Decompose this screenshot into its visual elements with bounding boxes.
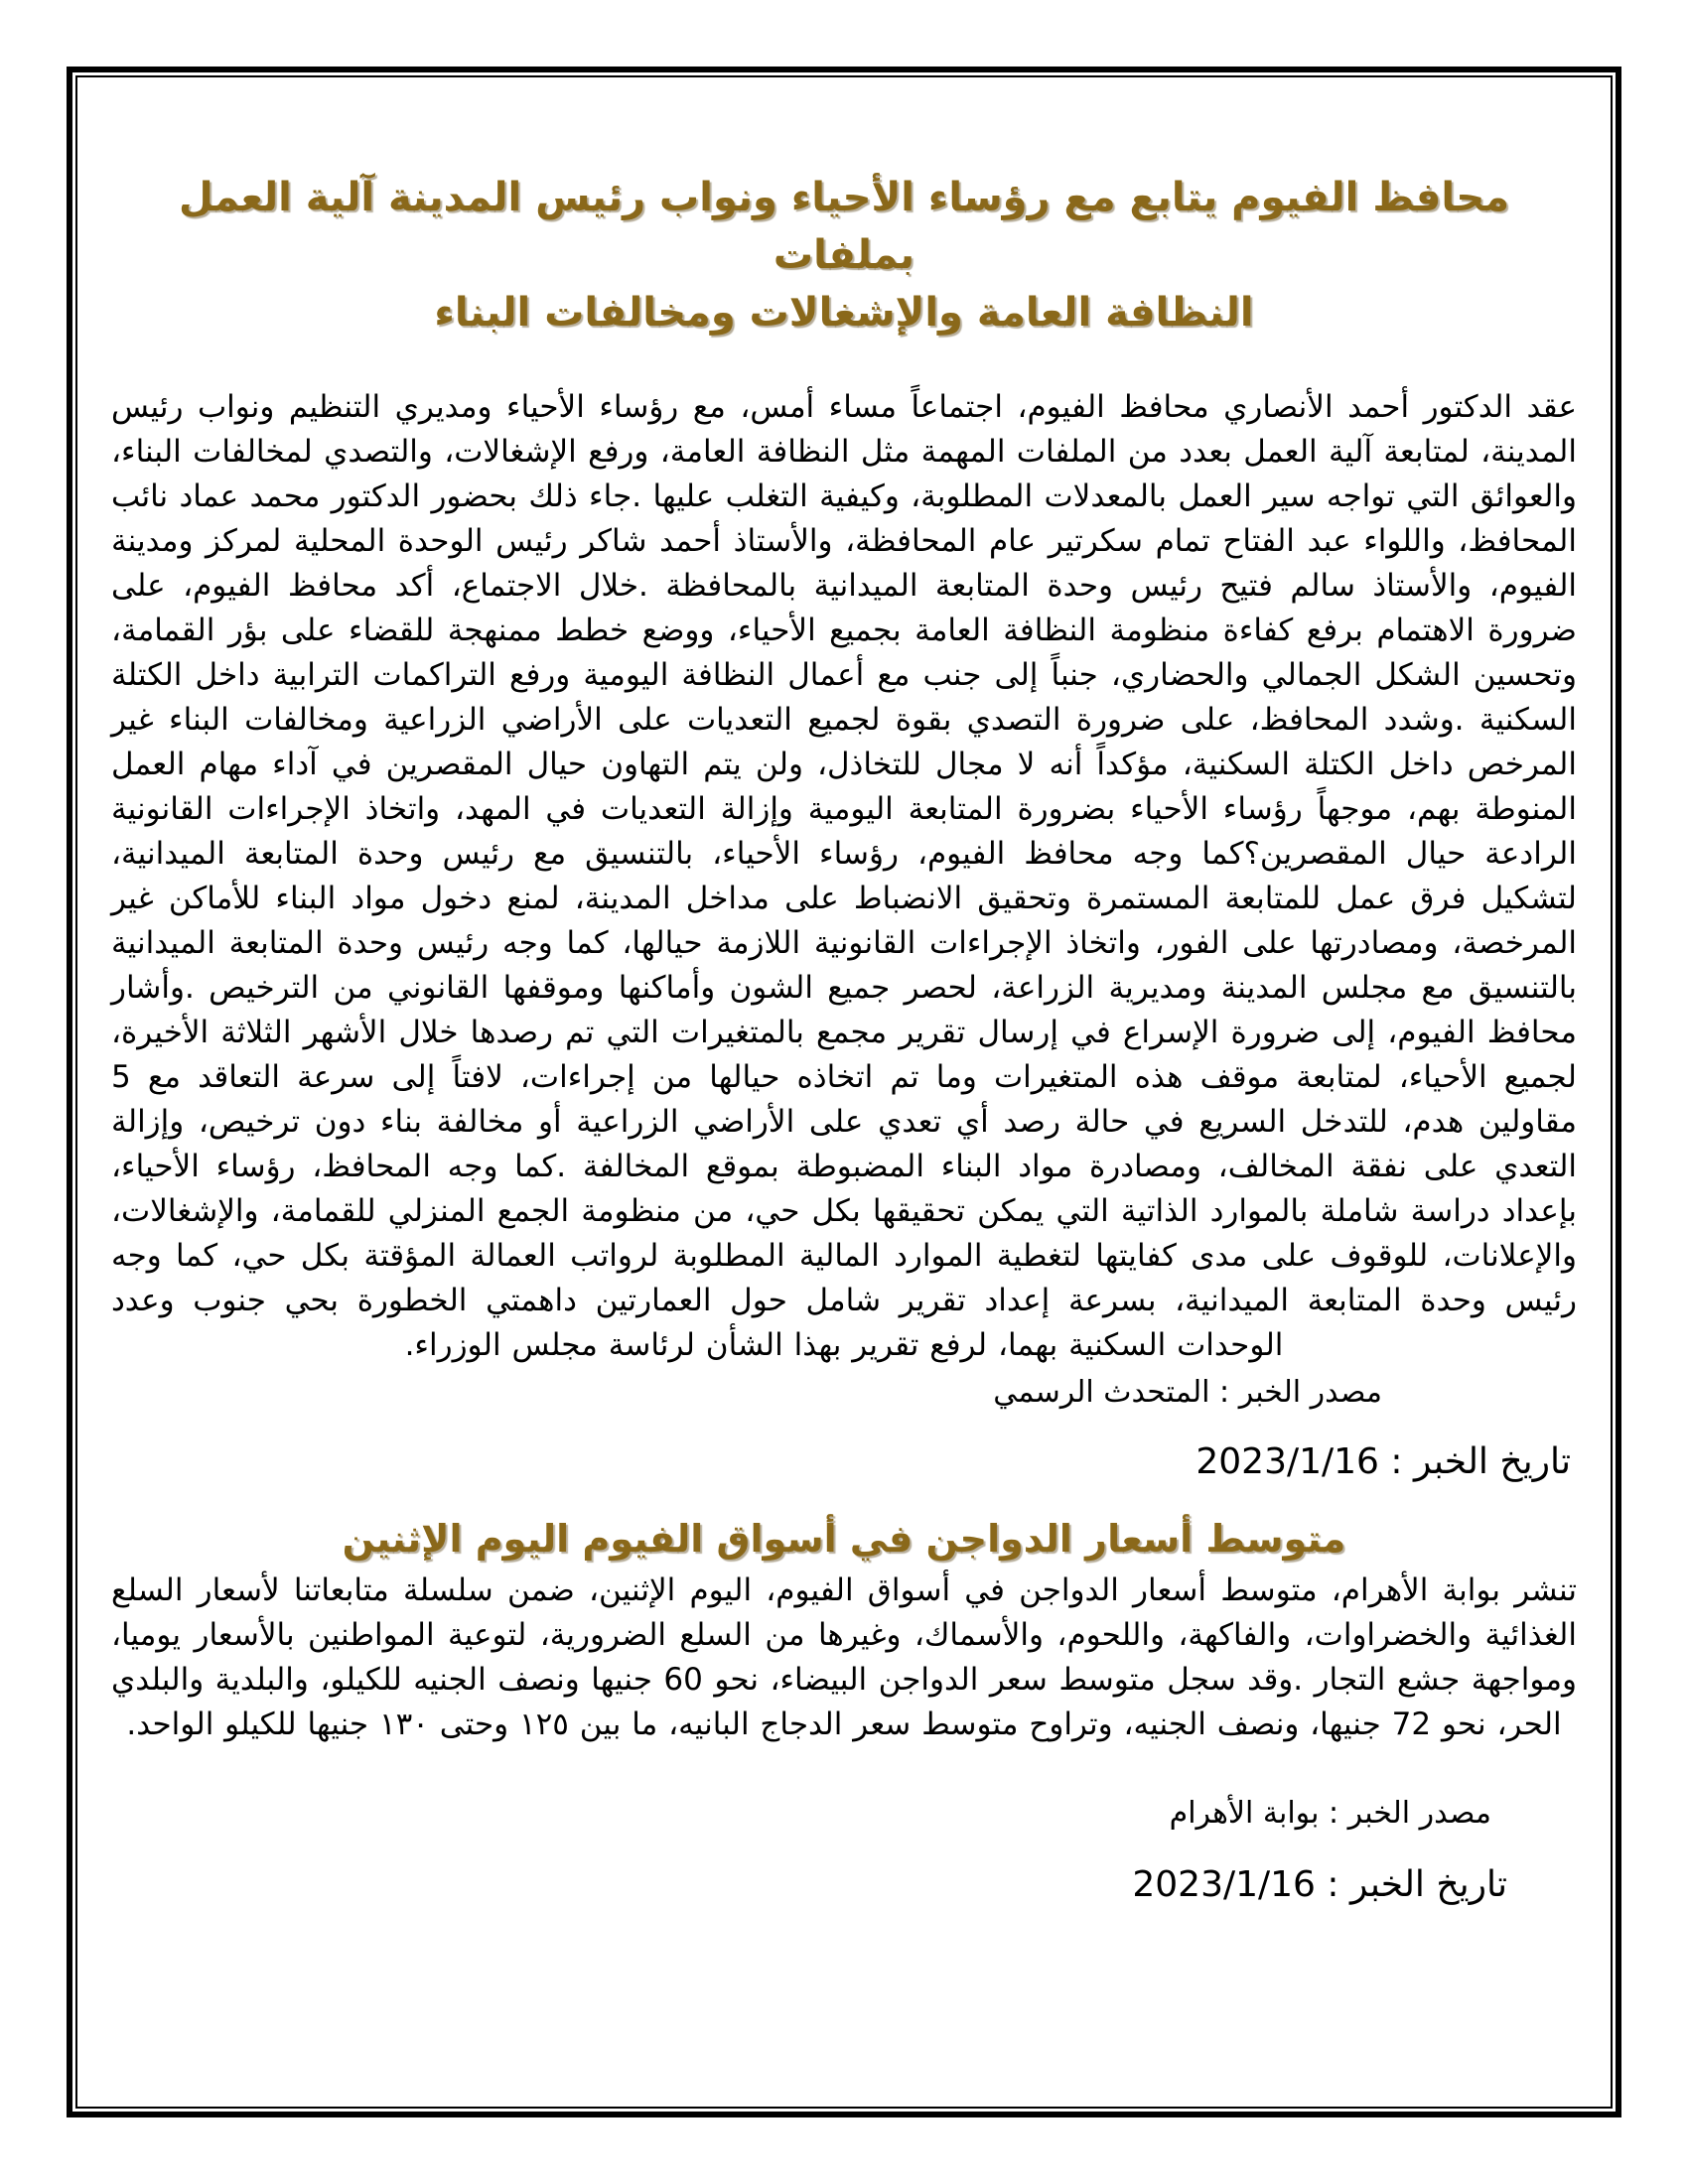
article1-title-line1: محافظ الفيوم يتابع مع رؤساء الأحياء ونواب رئيس المدينة آلية العمل بملفات [179, 175, 1509, 278]
article1-title-line2: النظافة العامة والإشغالات ومخالفات البناء [434, 290, 1254, 336]
article2-body: تنشر بوابة الأهرام، متوسط أسعار الدواجن في أسواق الفيوم، اليوم الإثنين، ضمن سلسلة متابعاتنا لأسعار السلع الغذائية والخضراوات، والفاكهة، واللحوم، والأسماك، وغيرها من السلع الضرورية، لتوعية المواطنين بالأسعار يوميا، ومواجهة جشع التجار .وقد سجل متوسط سعر الدواجن البيضاء، نحو 60 جنيها ونصف الجنيه للكيلو، والبلدية والبلدي الحر، نحو 72 جنيها، ونصف الجنيه، وتراوح متوسط سعر الدجاج البانيه، ما بين ١٢٥ وحتى ١٣٠ جنيها للكيلو الواحد. [111, 1572, 1578, 1742]
document-content [77, 77, 1611, 2107]
article1-title [111, 169, 1577, 341]
page-border-inner [75, 75, 1613, 2109]
article2-title: متوسط أسعار الدواجن في أسواق الفيوم اليوم الإثنين [342, 1517, 1346, 1561]
article1-source: مصدر الخبر : المتحدث الرسمي [993, 1375, 1382, 1410]
article2-date: تاريخ الخبر : 2023/1/16 [1132, 1864, 1507, 1905]
article1-date: تاريخ الخبر : 2023/1/16 [1196, 1441, 1571, 1482]
page-border-outer [67, 67, 1621, 2117]
article2-source: مصدر الخبر : بوابة الأهرام [1169, 1796, 1491, 1831]
article1-body: عقد الدكتور أحمد الأنصاري محافظ الفيوم، اجتماعاً مساء أمس، مع رؤساء الأحياء ومديري التنظيم ونواب رئيس المدينة، لمتابعة آلية العمل بعدد من الملفات المهمة مثل النظافة العامة، ورفع الإشغالات، والتصدي لمخالفات البناء، والعوائق التي تواجه سير العمل بالمعدلات المطلوبة، وكيفية التغلب عليها .جاء ذلك بحضور الدكتور محمد عماد نائب المحافظ، واللواء عبد الفتاح تمام سكرتير عام المحافظة، والأستاذ أحمد شاكر رئيس الوحدة المحلية لمركز ومدينة الفيوم، والأستاذ سالم فتيح رئيس وحدة المتابعة الميدانية بالمحافظة .خلال الاجتماع، أكد محافظ الفيوم، على ضرورة الاهتمام برفع كفاءة منظومة النظافة العامة بجميع الأحياء، ووضع خطط ممنهجة للقضاء على بؤر القمامة، وتحسين الشكل الجمالي والحضاري، جنباً إلى جنب مع أعمال النظافة اليومية ورفع التراكمات الترابية داخل الكتلة السكنية .وشدد المحافظ، على ضرورة التصدي بقوة لجميع التعديات على الأراضي الزراعية ومخالفات البناء غير المرخص داخل الكتلة السكنية، مؤكداً أنه لا مجال للتخاذل، ولن يتم التهاون حيال المقصرين في آداء مهام العمل المنوطة بهم، موجهاً رؤساء الأحياء بضرورة المتابعة اليومية وإزالة التعديات في المهد، واتخاذ الإجراءات القانونية الرادعة حيال المقصرين؟كما وجه محافظ الفيوم، رؤساء الأحياء، بالتنسيق مع رئيس وحدة المتابعة الميدانية، لتشكيل فرق عمل للمتابعة المستمرة وتحقيق الانضباط على مداخل المدينة، لمنع دخول مواد البناء للأماكن غير المرخصة، ومصادرتها على الفور، واتخاذ الإجراءات القانونية اللازمة حيالها، كما وجه رئيس وحدة المتابعة الميدانية بالتنسيق مع مجلس المدينة ومديرية الزراعة، لحصر جميع الشون وأماكنها وموقفها القانوني من الترخيص .وأشار محافظ الفيوم، إلى ضرورة الإسراع في إرسال تقرير مجمع بالمتغيرات التي تم رصدها خلال الأشهر الثلاثة الأخيرة، لجميع الأحياء، لمتابعة موقف هذه المتغيرات وما تم اتخاذه حيالها من إجراءات، لافتاً إلى سرعة التعاقد مع 5 مقاولين هدم، للتدخل السريع في حالة رصد أي تعدي على الأراضي الزراعية أو مخالفة بناء دون ترخيص، وإزالة التعدي على نفقة المخالف، ومصادرة مواد البناء المضبوطة بموقع المخالفة .كما وجه المحافظ، رؤساء الأحياء، بإعداد دراسة شاملة بالموارد الذاتية التي يمكن تحقيقها بكل حي، من منظومة الجمع المنزلي للقمامة، والإشغالات، والإعلانات، للوقوف على مدى كفايتها لتغطية الموارد المالية المطلوبة لرواتب العمالة المؤقتة بكل حي، كما وجه رئيس وحدة المتابعة الميدانية، بسرعة إعداد تقرير شامل حول العمارتين داهمتي الخطورة بحي جنوب وعدد الوحدات السكنية بهما، لرفع تقرير بهذا الشأن لرئاسة مجلس الوزراء. [111, 389, 1577, 1363]
